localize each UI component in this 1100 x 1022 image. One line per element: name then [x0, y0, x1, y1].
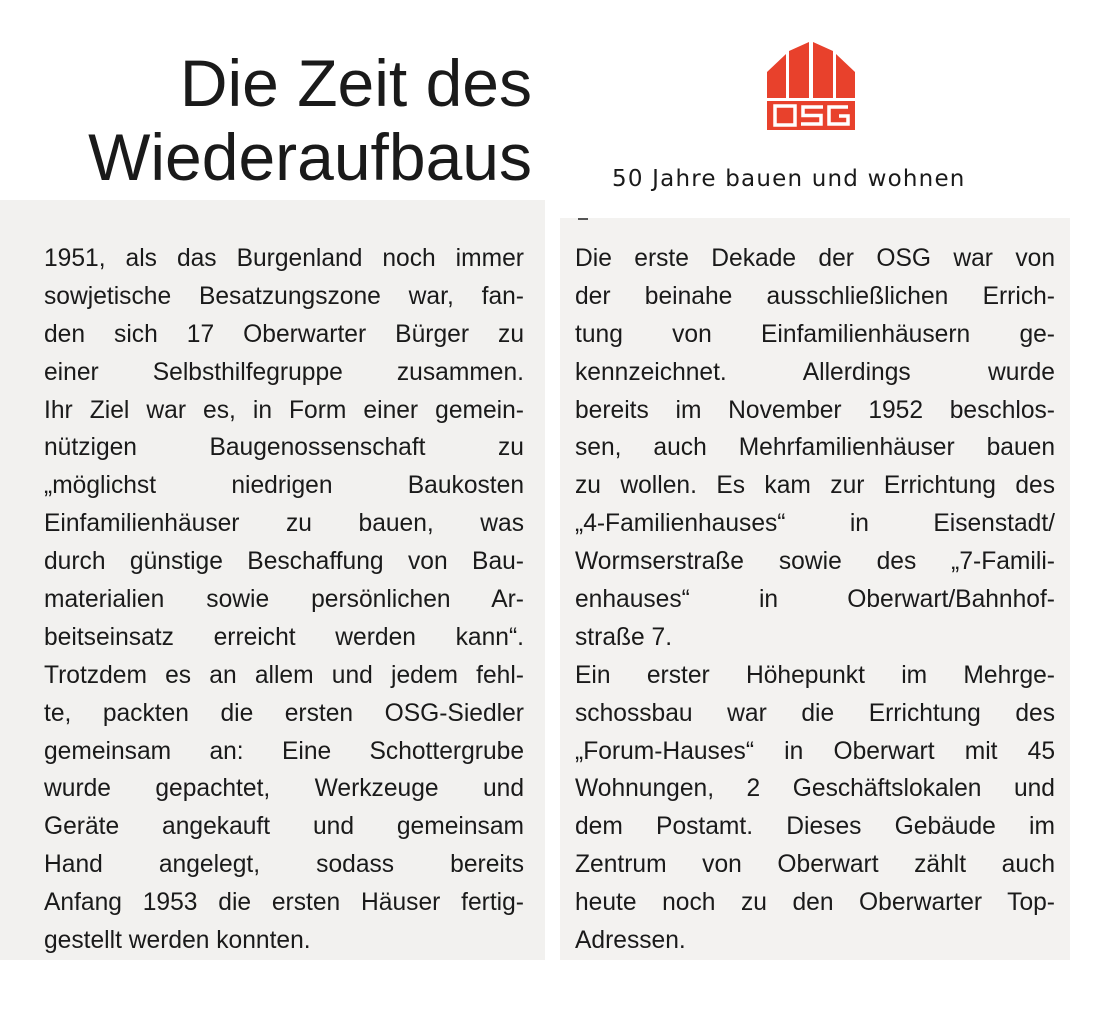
- paragraph-line: Wormserstraße sowie des „7-Famili-: [575, 548, 1055, 576]
- paragraph-line: Zentrum von Oberwart zählt auch: [575, 851, 1055, 879]
- article-left-column: [44, 240, 524, 960]
- paragraph-line: „Forum-Hauses“ in Oberwart mit 45: [575, 737, 1055, 765]
- article-right-column: [575, 240, 1055, 960]
- osg-logo: [766, 42, 856, 130]
- title-line-1: Die Zeit des: [179, 46, 532, 120]
- paragraph-line: Adressen.: [575, 927, 686, 955]
- paragraph-line: beitseinsatz erreicht werden kann“.: [44, 623, 524, 651]
- paragraph-line: straße 7.: [575, 623, 673, 651]
- paragraph-line: gestellt werden konnten.: [44, 927, 311, 955]
- paragraph-line: schossbau war die Errichtung des: [575, 699, 1055, 727]
- paragraph-line: der beinahe ausschließlichen Errich-: [575, 282, 1055, 310]
- paragraph-line: sen, auch Mehrfamilienhäuser bauen: [575, 434, 1055, 462]
- paragraph-line: Wohnungen, 2 Geschäftslokalen und: [575, 775, 1055, 803]
- paragraph-line: kennzeichnet. Allerdings wurde: [575, 358, 1055, 386]
- paragraph-line: Geräte angekauft und gemeinsam: [44, 813, 524, 841]
- divider-mark: [578, 218, 588, 220]
- title-line-2: Wiederaufbaus: [88, 120, 532, 194]
- tagline: 50 Jahre bauen und wohnen: [612, 166, 966, 192]
- paragraph-line: Ihr Ziel war es, in Form einer gemein-: [44, 396, 524, 424]
- paragraph-line: gemeinsam an: Eine Schottergrube: [44, 737, 524, 765]
- paragraph-line: te, packten die ersten OSG-Siedler: [44, 699, 524, 727]
- paragraph-line: einer Selbsthilfegruppe zusammen.: [44, 358, 524, 386]
- paragraph-line: dem Postamt. Dieses Gebäude im: [575, 813, 1055, 841]
- page-title: [40, 46, 532, 194]
- paragraph-line: heute noch zu den Oberwarter Top-: [575, 889, 1055, 917]
- paragraph-line: sowjetische Besatzungszone war, fan-: [44, 282, 524, 310]
- paragraph-line: Einfamilienhäuser zu bauen, was: [44, 510, 524, 538]
- paragraph-line: durch günstige Beschaffung von Bau-: [44, 548, 524, 576]
- paragraph-line: wurde gepachtet, Werkzeuge und: [44, 775, 524, 803]
- paragraph-line: „möglichst niedrigen Baukosten: [44, 472, 524, 500]
- paragraph-line: Hand angelegt, sodass bereits: [44, 851, 524, 879]
- paragraph-line: Ein erster Höhepunkt im Mehrge-: [575, 661, 1055, 689]
- paragraph-line: Trotzdem es an allem und jedem fehl-: [44, 661, 524, 689]
- paragraph-line: materialien sowie persönlichen Ar-: [44, 586, 524, 614]
- paragraph-line: 1951, als das Burgenland noch immer: [44, 245, 524, 272]
- paragraph-line: „4-Familienhauses“ in Eisenstadt/: [575, 510, 1055, 538]
- paragraph-line: zu wollen. Es kam zur Errichtung des: [575, 472, 1055, 500]
- paragraph-line: bereits im November 1952 beschlos-: [575, 396, 1055, 424]
- paragraph-line: Die erste Dekade der OSG war von: [575, 245, 1055, 272]
- paragraph-line: Anfang 1953 die ersten Häuser fertig-: [44, 889, 524, 917]
- paragraph-line: nützigen Baugenossenschaft zu: [44, 434, 524, 462]
- paragraph-line: den sich 17 Oberwarter Bürger zu: [44, 320, 524, 348]
- paragraph-line: tung von Einfamilienhäusern ge-: [575, 320, 1055, 348]
- paragraph-line: enhauses“ in Oberwart/Bahnhof-: [575, 586, 1055, 614]
